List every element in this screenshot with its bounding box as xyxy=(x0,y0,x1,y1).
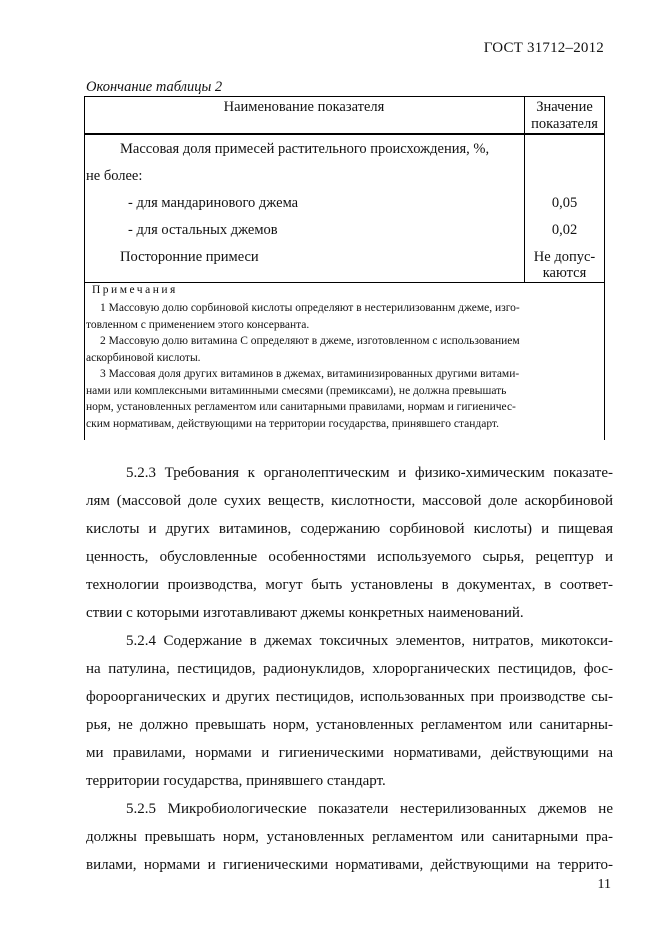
note-3-line1: 3 Массовая доля других витаминов в джемах, витаминизированных другими витами- xyxy=(100,368,520,380)
notes-heading: Примечания xyxy=(92,284,178,296)
table-top-border xyxy=(84,96,605,97)
row-other-jams-label: - для остальных джемов xyxy=(128,222,278,238)
row-impurities-label-line1: Массовая доля примесей растительного происхождения, %, xyxy=(120,141,490,157)
note-3-line3: норм, установленных регламентом или санитарными правилами, нормам и гигиеничес- xyxy=(86,401,516,413)
column-header-value-line2: показателя xyxy=(531,116,598,132)
row-mandarin-value: 0,05 xyxy=(551,195,578,211)
note-2-line1: 2 Массовую долю витамина С определяют в джеме, изготовленном с использованием xyxy=(100,335,520,347)
paragraph-line: территории государства, принявшего стандарт. xyxy=(86,773,386,790)
table-header-border xyxy=(84,133,605,135)
row-foreign-impurities-value-line2: каются xyxy=(542,265,587,281)
note-1-line2: товленном с применением этого консерванта. xyxy=(86,318,310,331)
note-1-line1: 1 Массовую долю сорбиновой кислоты определяют в нестерилизованнм джеме, изго- xyxy=(100,302,520,314)
paragraph-line: рья, не должно превышать норм, установленных регламентом или санитарны- xyxy=(86,717,613,734)
paragraph-line: технологии производства, могут быть установлены в документах, в соответ- xyxy=(86,577,613,594)
row-foreign-impurities-value-line1: Не допус- xyxy=(533,249,596,265)
table-notes-border xyxy=(84,282,605,283)
table-right-border xyxy=(604,96,605,440)
paragraph-line: ценность, обусловленные особенностями используемого сырья, рецептур и xyxy=(86,549,613,566)
note-2-line2: аскорбиновой кислоты. xyxy=(86,351,201,364)
indicators-table xyxy=(84,96,605,440)
paragraph-line: на патулина, пестицидов, радионуклидов, хлорорганических пестицидов, фос- xyxy=(86,661,613,678)
row-impurities-label-line2: не более: xyxy=(86,168,143,184)
paragraph-line: лям (массовой доле сухих веществ, кислотности, массовой доле аскорбиновой xyxy=(86,493,613,510)
document-header: ГОСТ 31712–2012 xyxy=(483,40,604,56)
paragraph-line: должны превышать норм, установленных регламентом или санитарными пра- xyxy=(86,829,613,846)
note-3 xyxy=(86,366,602,432)
paragraph-line: кислоты и других витаминов, содержанию сорбиновой кислоты) и пищевая xyxy=(86,521,613,538)
page-number: 11 xyxy=(597,877,611,892)
paragraph-line: 5.2.5 Микробиологические показатели нестерилизованных джемов не xyxy=(126,801,613,817)
paragraph-line: ми правилами, нормами и гигиеническими нормативами, действующими на xyxy=(86,745,613,762)
paragraph-line: 5.2.3 Требования к органолептическим и физико-химическим показате- xyxy=(126,465,613,481)
table-left-border xyxy=(84,96,85,440)
note-3-line2: нами или комплексными витаминными смесями (премиксами), не должна превышать xyxy=(86,384,507,397)
table-caption: Окончание таблицы 2 xyxy=(86,79,223,95)
paragraph-5-2-4 xyxy=(86,627,613,796)
paragraph-line: ствии с которыми изготавливают джемы конкретных наименований. xyxy=(86,605,524,622)
row-foreign-impurities-label: Посторонние примеси xyxy=(120,249,259,265)
row-other-jams-value: 0,02 xyxy=(551,222,578,238)
paragraph-5-2-3 xyxy=(86,459,613,628)
paragraph-line: фороорганических и других пестицидов, использованных при производстве сы- xyxy=(86,689,613,706)
note-3-line4: ским нормативам, действующими на территории государства, принявшего стандарт. xyxy=(86,417,499,430)
paragraph-line: 5.2.4 Содержание в джемах токсичных элементов, нитратов, микотокси- xyxy=(126,633,613,649)
paragraph-line: вилами, нормами и гигиеническими нормативами, действующими на террито- xyxy=(86,857,613,874)
note-1 xyxy=(86,300,602,333)
column-header-value-line1: Значение xyxy=(536,99,593,115)
column-header-name: Наименование показателя xyxy=(223,99,385,115)
note-2 xyxy=(86,333,602,366)
row-mandarin-label: - для мандаринового джема xyxy=(128,195,299,211)
paragraph-5-2-5 xyxy=(86,795,613,879)
